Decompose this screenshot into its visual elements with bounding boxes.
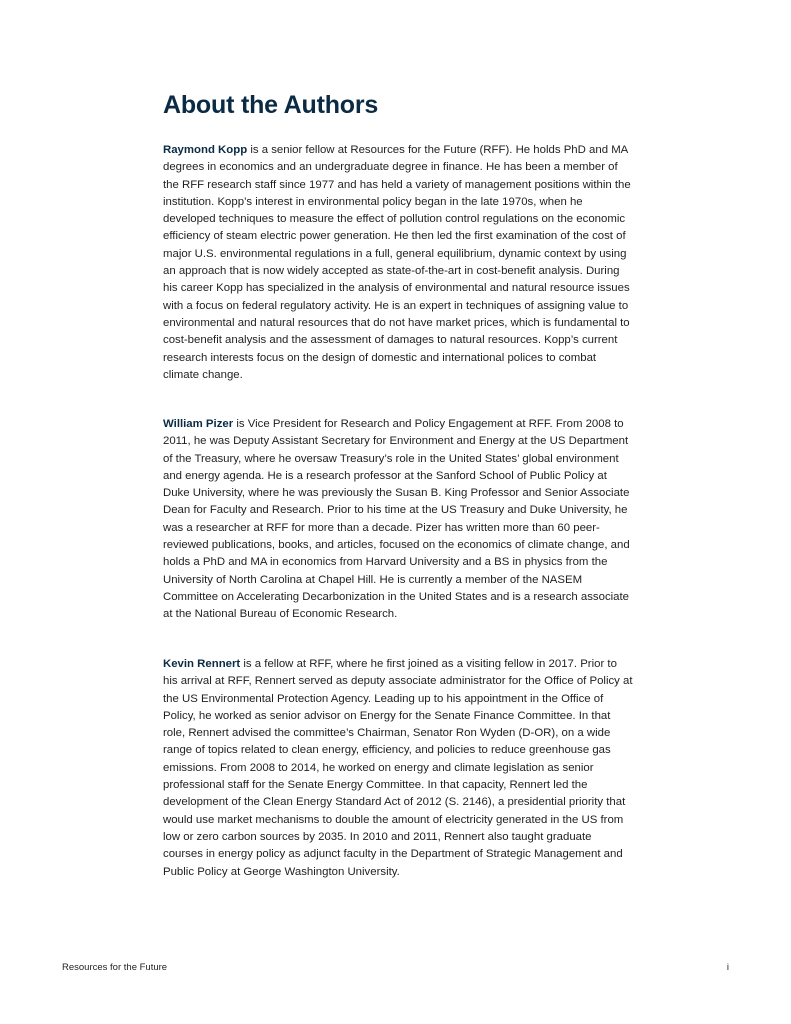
author-bio-text: is a senior fellow at Resources for the Future (RFF). He holds PhD and MA degrees in economics and an undergraduate degree in finance. He has been a member of the RFF research staff since 1977 and has held a variety of management positions within the institution. Kopp’s interest in environmental policy began in the late 1970s, when he developed techniques to measure the effect of pollution control regulations on the economic efficiency of steam electric power generation. He then led the first examination of the cost of major U.S. environmental regulations in a full, general equilibrium, dynamic context by using an approach that is now widely accepted as state-of-the-art in cost-benefit analysis. During his career Kopp has specialized in the analysis of environmental and natural resource issues with a focus on federal regulatory activity. He is an expert in techniques of assigning value to environmental and natural resources that do not have market prices, which is fundamental to cost-benefit analysis and the assessment of damages to natural resources. Kopp’s current research interests focus on the design of domestic and international polices to combat climate change.: [163, 144, 631, 381]
author-bio-pizer: [163, 416, 633, 624]
author-bio-text: is Vice President for Research and Policy Engagement at RFF. From 2008 to 2011, he was Deputy Assistant Secretary for Environment and Energy at the US Department of the Treasury, where he oversaw Treasury’s role in the United States’ global environment and energy agenda. He is a research professor at the Sanford School of Public Policy at Duke University, where he was previously the Susan B. King Professor and Senior Associate Dean for Faculty and Research. Prior to his time at the US Treasury and Duke University, he was a researcher at RFF for more than a decade. Pizer has written more than 60 peer-reviewed publications, books, and articles, focused on the economics of climate change, and holds a PhD and MA in economics from Harvard University and a BS in physics from the University of North Carolina at Chapel Hill. He is currently a member of the NASEM Committee on Accelerating Decarbonization in the United States and is a research associate at the National Bureau of Economic Research.: [163, 418, 630, 621]
author-name: Kevin Rennert: [163, 658, 241, 670]
author-bio-kopp: [163, 142, 633, 384]
author-bio-rennert: [163, 656, 633, 881]
author-name: William Pizer: [163, 418, 234, 430]
author-name: Raymond Kopp: [163, 144, 248, 156]
page-title: About the Authors: [163, 91, 379, 119]
footer-page-number: i: [726, 962, 729, 973]
footer-publisher: Resources for the Future: [62, 962, 168, 973]
author-bio-text: is a fellow at RFF, where he first joined as a visiting fellow in 2017. Prior to his arrival at RFF, Rennert served as deputy associate administrator for the Office of Policy at the US Environmental Protection Agency. Leading up to his appointment in the Office of Policy, he worked as senior advisor on Energy for the Senate Finance Committee. In that role, Rennert advised the committee’s Chairman, Senator Ron Wyden (D-OR), on a wide range of topics related to clean energy, efficiency, and policies to reduce greenhouse gas emissions. From 2008 to 2014, he worked on energy and climate legislation as senior professional staff for the Senate Energy Committee. In that capacity, Rennert led the development of the Clean Energy Standard Act of 2012 (S. 2146), a presidential priority that would use market mechanisms to double the amount of electricity generated in the US from low or zero carbon sources by 2035. In 2010 and 2011, Rennert also taught graduate courses in energy policy as adjunct faculty in the Department of Strategic Management and Public Policy at George Washington University.: [163, 658, 633, 878]
